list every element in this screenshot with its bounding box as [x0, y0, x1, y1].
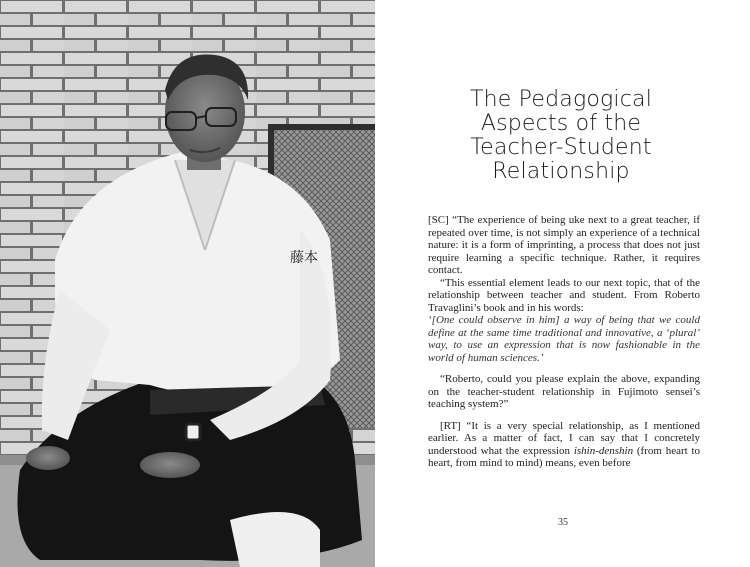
paragraph: “This essential element leads to our next topic, that of the relationship between teacher and student. From Roberto Travaglini’s book and in his words: [428, 276, 700, 314]
text-page [376, 0, 750, 567]
paragraph: [SC] “The experience of being uke next to a great teacher, if repeated over time, is not simply an experience of a technical nature: it is a form of imprinting, a process that does not just require learning a specific technique. Rather, it requires contact. [428, 214, 700, 276]
title-line: Teacher-Student [470, 135, 652, 160]
paragraph: “Roberto, could you please explain the above, expanding on the teacher-student relationship in Fujimoto sensei’s teaching system?” [428, 373, 700, 410]
title-line: Relationship [492, 159, 630, 184]
paragraph-text: [RT] “It is a very special relationship, as I mentioned earlier. As a matter of fact, I can say that I concretely understood what the expression [428, 419, 700, 457]
chapter-title [416, 88, 706, 184]
italic-term: ishin-denshin [573, 444, 634, 457]
body-text [428, 214, 700, 470]
paragraph-text: (from heart to heart, from mind to mind) means, even before [428, 444, 700, 469]
paragraph [428, 420, 700, 470]
jacket-embroidery: 藤本 [290, 250, 318, 266]
page-number: 35 [558, 517, 568, 528]
title-line: Aspects of the [480, 111, 642, 136]
block-quote: ‘[One could observe in him] a way of being that we could define at the same time traditional and innovative, a ‘plural’ way, to use an expression that is now fashionable in the world of human sciences.’ [428, 314, 700, 364]
title-line: The Pedagogical [469, 87, 653, 112]
